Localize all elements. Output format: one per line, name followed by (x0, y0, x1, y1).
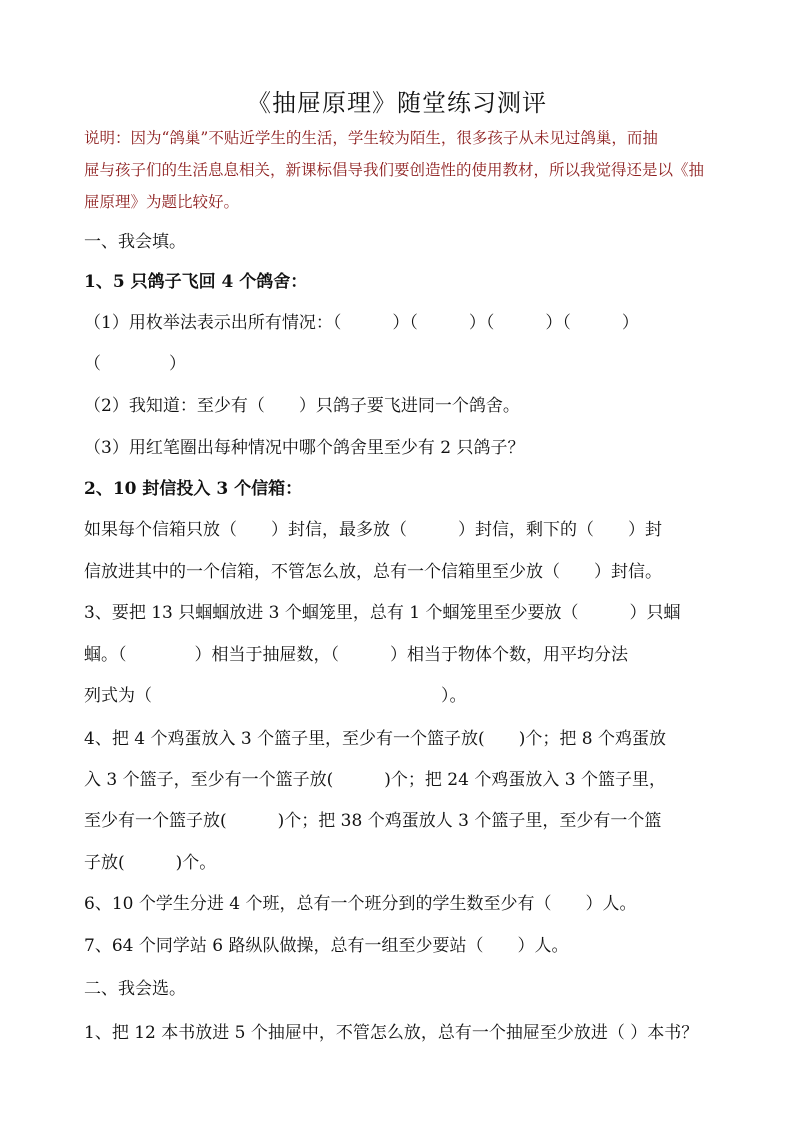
question-1-part-1: （1）用枚举法表示出所有情况：（ ）（ ）（ ）（ ） (84, 313, 639, 333)
question-7: 7、64 个同学站 6 路纵队做操，总有一组至少要站（ ）人。 (84, 936, 569, 956)
question-4-line-2: 入 3 个篮子，至少有一个篮子放( )个；把 24 个鸡蛋放入 3 个篮子里， (84, 770, 666, 790)
question-3-line-1: 3、要把 13 只蝈蝈放进 3 个蝈笼里，总有 1 个蝈笼里至少要放（ ）只蝈 (84, 603, 681, 623)
question-2-line-2: 信放进其中的一个信箱，不管怎么放，总有一个信箱里至少放（ ）封信。 (84, 562, 662, 582)
question-1-part-1-continued: （ ） (84, 354, 186, 374)
note-line-2: 屉与孩子们的生活息息相关，新课标倡导我们要创造性的使用教材，所以我觉得还是以《抽 (84, 161, 705, 179)
question-1-part-2: （2）我知道：至少有（ ）只鸽子要飞进同一个鸽舍。 (84, 396, 520, 416)
question-2-line-1: 如果每个信箱只放（ ）封信，最多放（ ）封信，剩下的（ ）封 (84, 520, 662, 540)
section-2-question-1: 1、把 12 本书放进 5 个抽屉中，不管怎么放，总有一个抽屉至少放进（ ）本书？ (84, 1023, 699, 1043)
question-4-line-4: 子放( )个。 (84, 853, 217, 873)
question-1-part-3: （3）用红笔圈出每种情况中哪个鸽舍里至少有 2 只鸽子？ (84, 438, 525, 458)
page-title: 《抽屉原理》随堂练习测评 (247, 89, 547, 117)
note-line-3: 屉原理》为题比较好。 (84, 193, 240, 211)
question-6: 6、10 个学生分进 4 个班，总有一个班分到的学生数至少有（ ）人。 (84, 894, 637, 914)
question-4-line-1: 4、把 4 个鸡蛋放入 3 个篮子里，至少有一个篮子放( )个；把 8 个鸡蛋放 (84, 729, 666, 749)
question-2-stem: 2、10 封信投入 3 个信箱： (84, 479, 303, 499)
section-heading-choose: 二、我会选。 (84, 979, 186, 999)
question-3-line-3: 列式为（ ）。 (84, 686, 467, 706)
section-heading-fill: 一、我会填。 (84, 232, 186, 252)
question-4-line-3: 至少有一个篮子放( )个；把 38 个鸡蛋放人 3 个篮子里，至少有一个篮 (84, 811, 662, 831)
note-line-1: 说明：因为“鸽巢”不贴近学生的生活，学生较为陌生，很多孩子从未见过鸽巢，而抽 (84, 129, 658, 147)
question-3-line-2: 蝈。（ ）相当于抽屉数，（ ）相当于物体个数，用平均分法 (84, 645, 628, 665)
question-1-stem: 1、5 只鸽子飞回 4 个鸽舍： (84, 272, 308, 292)
